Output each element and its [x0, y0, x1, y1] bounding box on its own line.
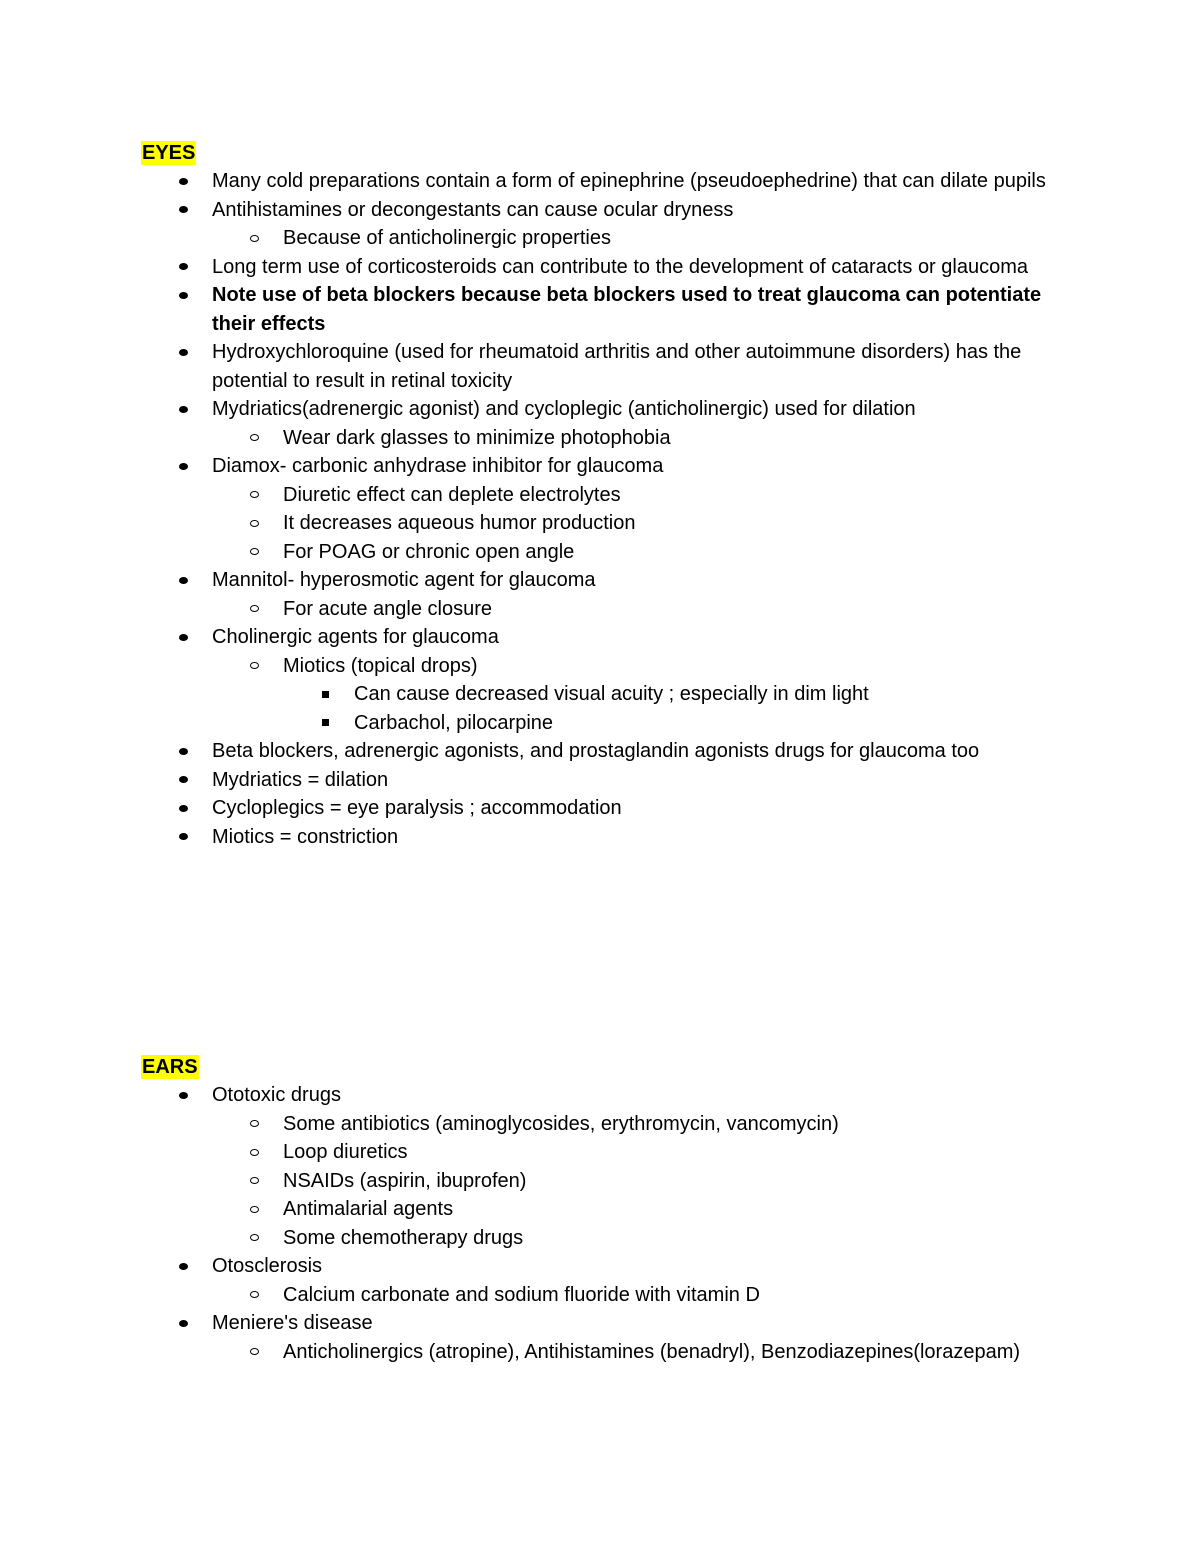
bullet-dot-icon — [173, 823, 193, 852]
list-item — [141, 1195, 1061, 1224]
list-item — [141, 680, 1061, 709]
bullet-circle-icon — [244, 1167, 264, 1196]
list-item-text: Because of anticholinergic properties — [283, 227, 611, 249]
list-item — [141, 1110, 1061, 1139]
bullet-dot-icon — [173, 623, 193, 652]
list-item — [141, 452, 1061, 481]
list-item-text: Mydriatics = dilation — [212, 768, 389, 791]
list-item-text: Antihistamines or decongestants can cause ocular dryness — [212, 198, 734, 221]
list-item — [141, 253, 1061, 282]
list-item — [141, 623, 1061, 652]
list-item — [141, 167, 1061, 196]
list-item-text: NSAIDs (aspirin, ibuprofen) — [283, 1169, 527, 1192]
list-item — [141, 1309, 1061, 1338]
list-item-text: Long term use of corticosteroids can contribute to the development of cataracts or glaucoma — [212, 255, 1028, 278]
bullet-circle-icon — [244, 224, 264, 253]
bullet-square-icon — [315, 680, 335, 709]
list-item-text: It decreases aqueous humor production — [283, 512, 636, 534]
list-item — [141, 766, 1061, 795]
list-item-text: Some chemotherapy drugs — [283, 1226, 524, 1249]
list-item-text: Wear dark glasses to minimize photophobia — [283, 426, 671, 449]
list-item-text: Diuretic effect can deplete electrolytes — [283, 483, 621, 506]
list-item-text: Can cause decreased visual acuity ; especially in dim light — [354, 683, 869, 705]
bullet-dot-icon — [173, 1309, 193, 1338]
list-item — [141, 224, 1061, 253]
list-item — [141, 1338, 1061, 1367]
list-item-text: Cycloplegics = eye paralysis ; accommodation — [212, 797, 622, 819]
list-item-text: For POAG or chronic open angle — [283, 540, 575, 563]
bullet-circle-icon — [244, 538, 264, 567]
list-item-text: Diamox- carbonic anhydrase inhibitor for glaucoma — [212, 455, 664, 477]
list-item-text: For acute angle closure — [283, 597, 493, 620]
bullet-square-icon — [315, 709, 335, 738]
list-item-text: Loop diuretics — [283, 1141, 408, 1163]
bullet-dot-icon — [173, 338, 193, 367]
bullet-dot-icon — [173, 1081, 193, 1110]
list-item — [141, 652, 1061, 681]
list-item — [141, 281, 1061, 338]
list-item — [141, 338, 1061, 395]
section-heading: EARS — [142, 1056, 198, 1078]
bullet-dot-icon — [173, 766, 193, 795]
list-item — [141, 1281, 1061, 1310]
list-item — [141, 196, 1061, 225]
list-item-text: Mannitol- hyperosmotic agent for glaucoma — [212, 569, 596, 591]
list-item — [141, 794, 1061, 823]
list-item — [141, 1252, 1061, 1281]
list-item-text: Anticholinergics (atropine), Antihistamines (benadryl), Benzodiazepines(lorazepam) — [283, 1340, 1021, 1363]
list-item — [141, 395, 1061, 424]
list-item-text: Otosclerosis — [212, 1255, 323, 1277]
list-item-text: Many cold preparations contain a form of epinephrine (pseudoephedrine) that can dilate pupils — [212, 170, 1046, 192]
bullet-circle-icon — [244, 652, 264, 681]
list-item — [141, 823, 1061, 852]
list-item — [141, 566, 1061, 595]
list-item — [141, 595, 1061, 624]
bullet-dot-icon — [173, 196, 193, 225]
bullet-circle-icon — [244, 481, 264, 510]
list-item-text: Miotics = constriction — [212, 825, 399, 848]
list-item-text: Mydriatics(adrenergic agonist) and cycloplegic (anticholinergic) used for dilation — [212, 398, 916, 420]
list-item-text: Hydroxychloroquine (used for rheumatoid arthritis and other autoimmune disorders) has the potential to result in retinal toxicity — [212, 341, 1022, 392]
list-item-text: Some antibiotics (aminoglycosides, erythromycin, vancomycin) — [283, 1112, 839, 1135]
bullet-dot-icon — [173, 253, 193, 282]
bullet-circle-icon — [244, 1138, 264, 1167]
bullet-dot-icon — [173, 281, 193, 310]
section-heading: EYES — [142, 142, 196, 164]
bullet-circle-icon — [244, 1281, 264, 1310]
bullet-dot-icon — [173, 1252, 193, 1281]
bullet-circle-icon — [244, 1110, 264, 1139]
list-item — [141, 509, 1061, 538]
bullet-circle-icon — [244, 1195, 264, 1224]
list-item-text: Note use of beta blockers because beta blockers used to treat glaucoma can potentiate their effects — [212, 284, 1042, 335]
list-item — [141, 709, 1061, 738]
section-ears — [141, 1055, 1061, 1366]
list-item — [141, 1081, 1061, 1110]
list-item-text: Calcium carbonate and sodium fluoride with vitamin D — [283, 1283, 760, 1306]
list-item-text: Ototoxic drugs — [212, 1084, 341, 1106]
bullet-circle-icon — [244, 424, 264, 453]
bullet-dot-icon — [173, 566, 193, 595]
list-item — [141, 1167, 1061, 1196]
list-item-text: Meniere's disease — [212, 1312, 373, 1334]
bullet-list — [141, 167, 1061, 851]
bullet-circle-icon — [244, 1224, 264, 1253]
bullet-circle-icon — [244, 509, 264, 538]
list-item — [141, 481, 1061, 510]
list-item — [141, 1224, 1061, 1253]
bullet-dot-icon — [173, 452, 193, 481]
bullet-list — [141, 1081, 1061, 1366]
bullet-circle-icon — [244, 595, 264, 624]
list-item-text: Carbachol, pilocarpine — [354, 711, 554, 734]
list-item-text: Cholinergic agents for glaucoma — [212, 626, 499, 648]
bullet-dot-icon — [173, 737, 193, 766]
bullet-circle-icon — [244, 1338, 264, 1367]
list-item-text: Antimalarial agents — [283, 1198, 454, 1220]
list-item — [141, 737, 1061, 766]
list-item — [141, 1138, 1061, 1167]
list-item-text: Miotics (topical drops) — [283, 654, 478, 677]
list-item-text: Beta blockers, adrenergic agonists, and prostaglandin agonists drugs for glaucoma too — [212, 740, 980, 762]
list-item — [141, 424, 1061, 453]
bullet-dot-icon — [173, 395, 193, 424]
bullet-dot-icon — [173, 794, 193, 823]
section-eyes — [141, 141, 1061, 851]
bullet-dot-icon — [173, 167, 193, 196]
list-item — [141, 538, 1061, 567]
